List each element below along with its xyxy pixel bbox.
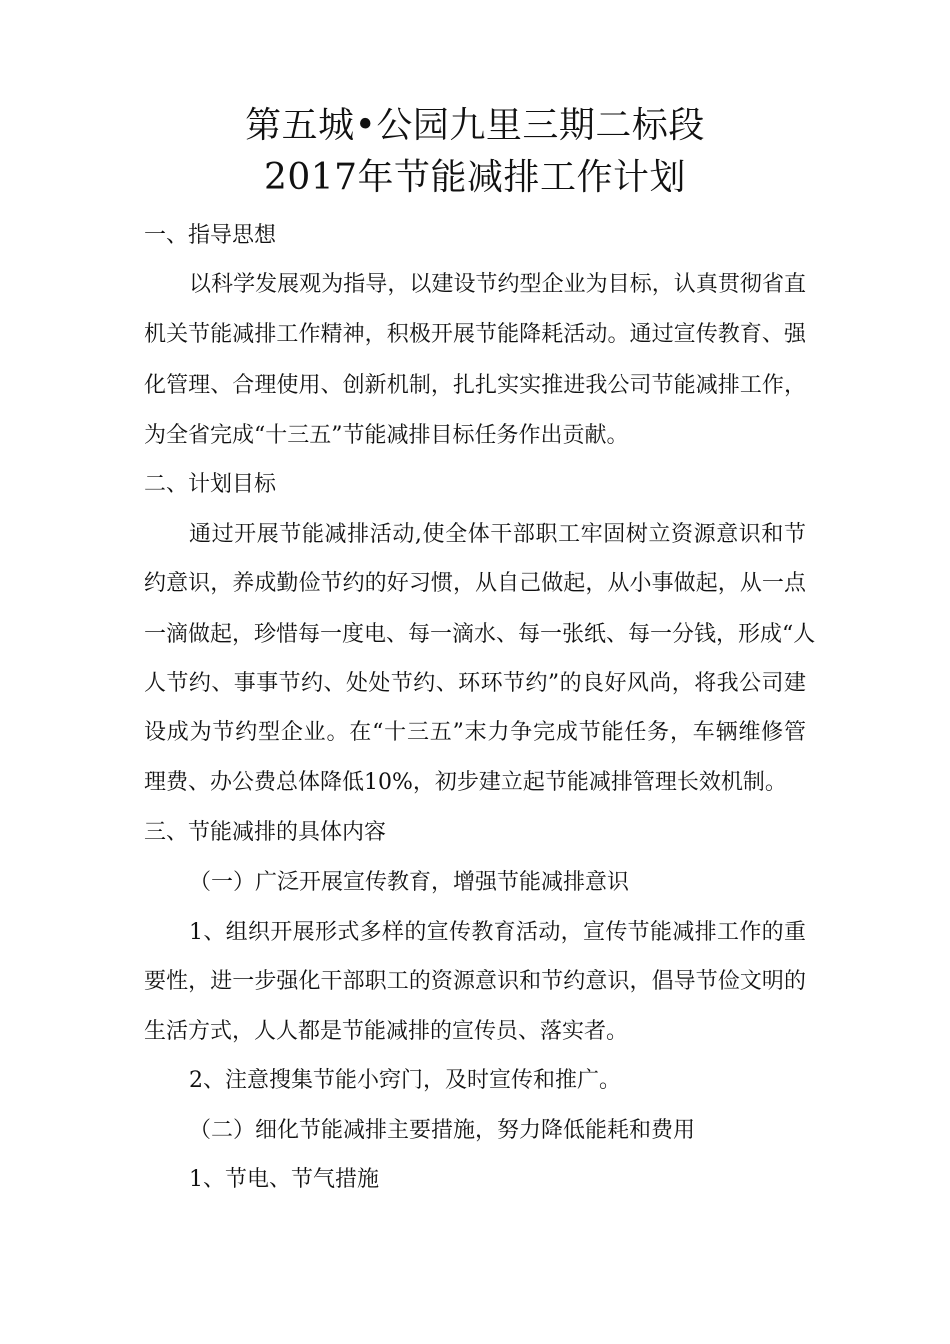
paragraph-line: 生活方式，人人都是节能减排的宣传员、落实者。: [144, 1019, 629, 1044]
subsection-heading-measures: （二）细化节能减排主要措施，努力降低能耗和费用: [189, 1118, 696, 1143]
paragraph-line: 2、注意搜集节能小窍门，及时宣传和推广。: [189, 1068, 621, 1093]
paragraph-line: 化管理、合理使用、创新机制，扎扎实实推进我公司节能减排工作，: [144, 373, 806, 398]
section-heading-guiding-ideology: 一、指导思想: [144, 223, 277, 248]
paragraph-line: 1、组织开展形式多样的宣传教育活动，宣传节能减排工作的重: [189, 920, 806, 945]
paragraph-line: 以科学发展观为指导，以建设节约型企业为目标，认真贯彻省直: [189, 272, 806, 297]
paragraph-line: 约意识，养成勤俭节约的好习惯，从自己做起，从小事做起，从一点: [144, 571, 806, 596]
paragraph-line: 人节约、事事节约、处处节约、环环节约”的良好风尚，将我公司建: [144, 671, 806, 696]
paragraph-line: 通过开展节能减排活动,使全体干部职工牢固树立资源意识和节: [189, 522, 806, 547]
paragraph-line: 机关节能减排工作精神，积极开展节能降耗活动。通过宣传教育、强: [144, 322, 806, 347]
document-title-line-2: 2017年节能减排工作计划: [263, 157, 687, 198]
paragraph-line: 要性，进一步强化干部职工的资源意识和节约意识，倡导节俭文明的: [144, 969, 806, 994]
section-heading-specific-content: 三、节能减排的具体内容: [144, 820, 387, 845]
paragraph-line: 一滴做起，珍惜每一度电、每一滴水、每一张纸、每一分钱，形成“人: [144, 622, 816, 647]
item-heading-power-gas-saving: 1、节电、节气措施: [189, 1167, 379, 1192]
paragraph-line: 为全省完成“十三五”节能减排目标任务作出贡献。: [144, 423, 629, 448]
subsection-heading-publicity: （一）广泛开展宣传教育，增强节能减排意识: [189, 870, 630, 895]
section-heading-plan-goals: 二、计划目标: [144, 472, 277, 497]
paragraph-line: 设成为节约型企业。在“十三五”末力争完成节能任务，车辆维修管: [144, 720, 806, 745]
paragraph-line: 理费、办公费总体降低10%，初步建立起节能减排管理长效机制。: [144, 770, 787, 795]
document-title-line-1: 第五城•公园九里三期二标段: [245, 105, 705, 146]
